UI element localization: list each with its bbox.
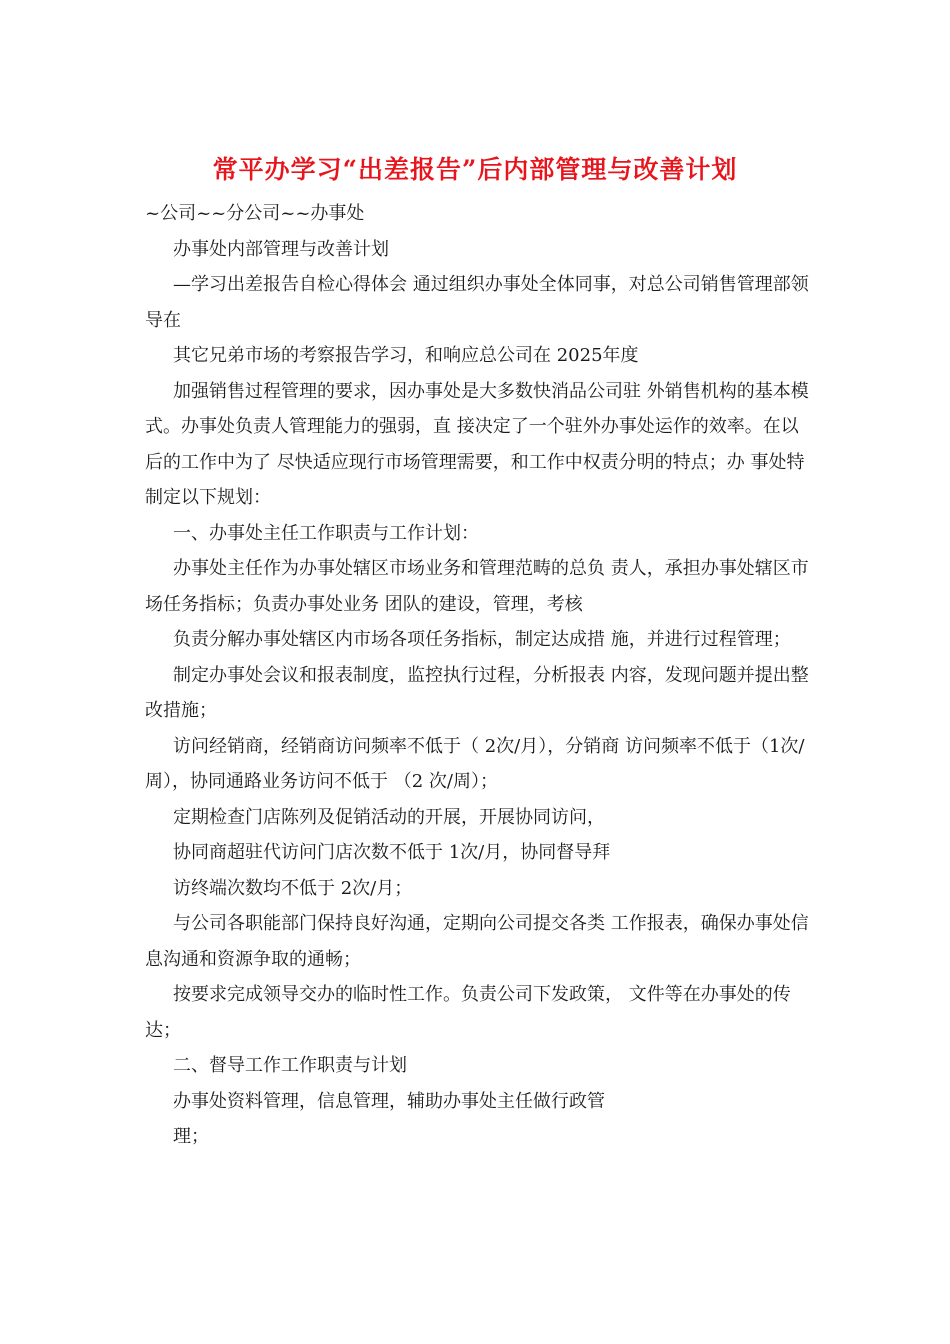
paragraph: 与公司各职能部门保持良好沟通，定期向公司提交各类 工作报表，确保办事处信息沟通和资源争取的通畅；	[145, 913, 809, 970]
document-body	[145, 196, 815, 1155]
paragraph: 办事处资料管理，信息管理，辅助办事处主任做行政管	[173, 1090, 605, 1112]
paragraph: 按要求完成领导交办的临时性工作。负责公司下发政策， 文件等在办事处的传达；	[145, 984, 791, 1041]
paragraph: 其它兄弟市场的考察报告学习，和响应总公司在 2025年度	[173, 345, 639, 366]
paragraph: 协同商超驻代访问门店次数不低于 1次/月，协同督导拜	[173, 842, 611, 863]
paragraph: 理；	[173, 1126, 209, 1147]
section-heading: 二、督导工作工作职责与计划	[173, 1055, 407, 1076]
paragraph: 制定办事处会议和报表制度，监控执行过程，分析报表 内容，发现问题并提出整改措施；	[145, 664, 809, 721]
paragraph-subtitle: 办事处内部管理与改善计划	[173, 238, 389, 260]
paragraph: 办事处主任作为办事处辖区市场业务和管理范畴的总负 责人，承担办事处辖区市场任务指标；负责办事处业务 团队的建设，管理，考核	[145, 558, 809, 615]
paragraph: 负责分解办事处辖区内市场各项任务指标，制定达成措 施，并进行过程管理；	[173, 629, 791, 650]
paragraph: 访问经销商，经销商访问频率不低于（ 2次/月），分销商 访问频率不低于（1次/周），协同通路业务访问不低于 （2 次/周）；	[145, 735, 805, 792]
paragraph: 定期检查门店陈列及促销活动的开展，开展协同访问，	[173, 806, 605, 828]
paragraph: —学习出差报告自检心得体会 通过组织办事处全体同事，对总公司销售管理部领导在	[145, 274, 809, 331]
section-heading: 一、办事处主任工作职责与工作计划：	[173, 522, 479, 544]
document-title: 常平办学习“出差报告”后内部管理与改善计划	[212, 155, 738, 184]
paragraph-company-header: ~公司~~分公司~~办事处	[145, 203, 365, 224]
paragraph: 加强销售过程管理的要求，因办事处是大多数快消品公司驻 外销售机构的基本模式。办事处负责人管理能力的强弱，直 接决定了一个驻外办事处运作的效率。在以后的工作中为了 尽快适应现行市场管理需要，和工作中权责分明的特点；办 事处特制定以下规划：	[145, 380, 809, 508]
paragraph: 访终端次数均不低于 2次/月；	[173, 877, 413, 899]
